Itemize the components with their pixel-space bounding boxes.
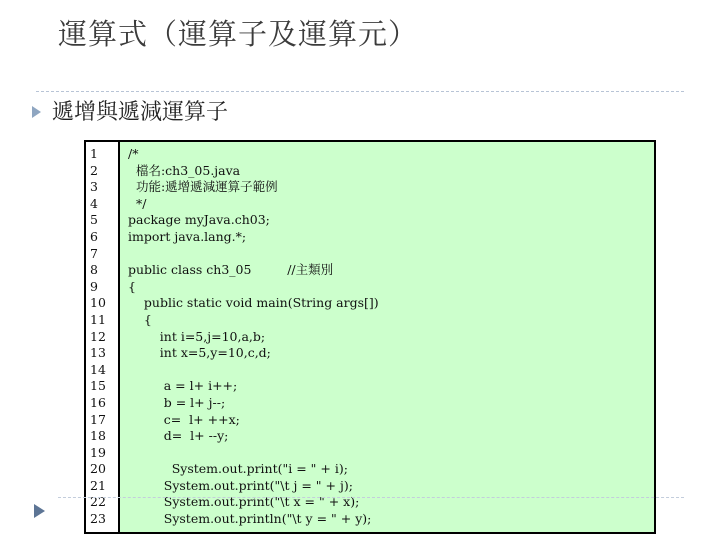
line-number-column [86, 142, 120, 532]
code-line: import java.lang.*; [128, 228, 247, 244]
code-line: public static void main(String args[]) [128, 295, 379, 311]
slide-nav[interactable] [30, 498, 58, 538]
line-number: 4 [90, 195, 98, 211]
line-number: 12 [90, 328, 106, 344]
code-line: { [128, 278, 136, 294]
line-number: 6 [90, 228, 98, 244]
play-arrow-icon[interactable] [34, 504, 45, 518]
line-number: 7 [90, 245, 98, 261]
code-text-column [128, 142, 648, 536]
line-number: 5 [90, 212, 98, 228]
slide-title: 運算式（運算子及運算元） [58, 17, 419, 51]
code-listing [84, 140, 656, 534]
line-number: 16 [90, 394, 106, 410]
line-number: 20 [90, 461, 106, 477]
code-line: public class ch3_05 //主類別 [128, 262, 334, 278]
code-line: 功能:遞增遞減運算子範例 [128, 179, 278, 195]
code-line [128, 246, 648, 263]
code-line: c= l+ ++x; [128, 411, 240, 427]
code-line: int i=5,j=10,a,b; [128, 328, 266, 344]
line-number: 18 [90, 428, 106, 444]
triangle-bullet-icon [32, 106, 41, 118]
code-line: 檔名:ch3_05.java [128, 162, 241, 178]
line-number: 13 [90, 345, 106, 361]
line-number: 8 [90, 262, 98, 278]
code-line [128, 445, 648, 462]
code-line [128, 362, 648, 379]
line-number: 17 [90, 411, 106, 427]
code-line: /* [128, 146, 139, 161]
code-line: { [128, 311, 152, 327]
line-number: 1 [90, 146, 98, 161]
line-number: 15 [90, 378, 106, 394]
line-number: 22 [90, 494, 106, 510]
code-line: b = l+ j--; [128, 394, 226, 410]
code-line: System.out.print("\t x = " + x); [128, 494, 360, 510]
footer-divider [58, 497, 684, 498]
code-line: d= l+ --y; [128, 428, 229, 444]
code-line: int x=5,y=10,c,d; [128, 345, 271, 361]
code-line: System.out.println("\t y = " + y); [128, 511, 372, 527]
code-line: System.out.print("\t j = " + j); [128, 477, 353, 493]
line-number: 23 [90, 511, 106, 527]
line-number: 3 [90, 179, 98, 195]
line-number: 11 [90, 311, 106, 327]
code-line: System.out.print("i = " + i); [128, 461, 348, 477]
title-divider [36, 91, 684, 92]
line-number: 21 [90, 477, 106, 493]
line-number: 10 [90, 295, 106, 311]
line-number: 2 [90, 162, 98, 178]
line-number: 9 [90, 278, 98, 294]
bullet-text: 遞增與遞減運算子 [52, 100, 229, 125]
code-line: a = l+ i++; [128, 378, 238, 394]
line-number: 19 [90, 444, 106, 460]
line-number: 14 [90, 361, 106, 377]
code-line: package myJava.ch03; [128, 212, 270, 228]
code-line: */ [128, 195, 147, 211]
